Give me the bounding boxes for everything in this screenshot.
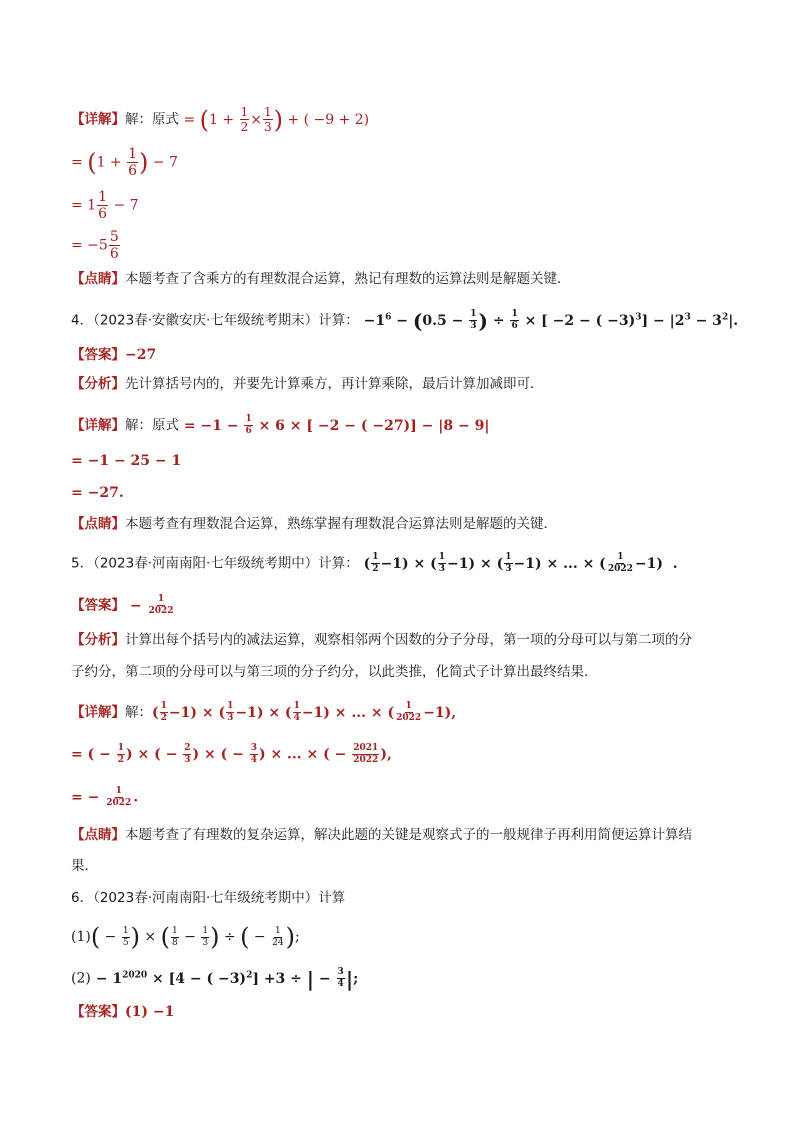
q5-note-1: 【点睛】本题考查了有理数的复杂运算，解决此题的关键是观察式子的一般规律子再利用简便运算计算结	[71, 827, 692, 843]
note-tag: 【点睛】	[71, 516, 125, 532]
q6-part-2: $(2) - 1^{2020} \times [4$ − ( −3)$^2$] +3 ÷ | − $\frac{3}{4}$ |;	[71, 966, 359, 991]
q5-analysis-2: 子约分，第二项的分母可以与第三项的分子约分，以此类推，化简式子计算出最终结果．	[71, 664, 598, 680]
answer-tag: 【答案】	[71, 1004, 125, 1020]
analysis-tag: 【分析】	[71, 632, 125, 648]
note-tag: 【点睛】	[71, 271, 125, 287]
q6-answer: 【答案】(1) −1	[71, 1004, 175, 1020]
detail-tag: 【详解】	[71, 704, 125, 721]
q3-detail-line	[71, 106, 369, 133]
q3-expr: = (1 + $\frac{1}{2}$ × $\frac{1}{3}$ ) + ( −9 + 2)	[179, 105, 370, 134]
detail-tag: 【详解】	[71, 417, 125, 434]
question-number: 5．	[71, 555, 94, 572]
q5-expr: ( $\frac{1}{2}$ −1) × ( $\frac{1}{3}$ −1) × ( $\frac{1}{3}$ −1) × ... × ( $\frac{1}{2022}$ −1) .	[358, 552, 678, 574]
q4-note: 【点睛】本题考查有理数混合运算，熟练掌握有理数混合运算法则是解题的关键．	[71, 516, 557, 532]
q4-expr-detail: = −1 − $\frac{1}{6}$ × 6 × [ −2 − ( −27)] − |8 − 9|	[179, 414, 490, 436]
q3-step-1: = (1 + $\frac{1}{6}$ ) − 7	[71, 146, 178, 179]
q5-detail-line: 【详解】解：( $\frac{1}{2}$ −1) × ( $\frac{1}{3}$ −1) × ( $\frac{1}{4}$ −1) × ... × ( $\frac{1}{2022}$ −1),	[71, 701, 457, 723]
question-source: （2023春·河南南阳·七年级统考期中）计算	[93, 890, 346, 906]
q4-analysis: 【分析】先计算括号内的，并要先计算乘方，再计算乘除，最后计算加减即可．	[71, 376, 544, 392]
question-number: 6．	[71, 890, 94, 906]
q3-step-3: = −5 $\frac{5}{6}$	[71, 229, 119, 262]
q5-analysis-1: 【分析】计算出每个括号内的减法运算，观察相邻两个因数的分子分母，第一项的分母可以与第二项的分	[71, 632, 692, 648]
q4-step-2: = −27.	[71, 485, 124, 501]
question-source: （2023春·安徽安庆·七年级统考期末）计算：	[93, 312, 359, 329]
q3-jie-label: 解：原式	[125, 111, 179, 128]
q4-step-1: = −1 − 25 − 1	[71, 453, 182, 469]
q5-step-1: = ( − $\frac{1}{2}$ ) × ( − $\frac{2}{3}$ ) × ( − $\frac{3}{4}$ ) × ... × ( − $\frac{2021}{2022}$ ),	[71, 743, 392, 765]
q5-answer	[71, 595, 176, 616]
q3-step-2: = 1 $\frac{1}{6}$ − 7	[71, 189, 139, 222]
analysis-tag: 【分析】	[71, 376, 125, 392]
q6-expr-2: − $1^{2020} \times [4$ − ( −3)$^2$] +3 ÷ | − $\frac{3}{4}$ |;	[90, 966, 359, 991]
q6-question	[71, 889, 345, 907]
q4-answer: 【答案】−27	[71, 347, 157, 363]
q4-expr: $-1^6 - (0.5$ − $\frac{1}{3}$ ) ÷ $\frac{1}{6}$ × [ −2 − ( $-3)^3] - |2^3 - 3^2|$.	[358, 308, 739, 333]
answer-tag: 【答案】	[71, 597, 125, 614]
detail-tag: 【详解】	[71, 111, 125, 128]
note-tag: 【点睛】	[71, 827, 125, 843]
q5-step-2: = − $\frac{1}{2022}$ .	[71, 786, 139, 808]
q5-answer-value: − $\frac{1}{2022}$	[125, 594, 174, 616]
q6-expr-1: ( − $\frac{1}{5}$ ) × ( $\frac{1}{8}$ − $\frac{1}{3}$ ) ÷ ( − $\frac{1}{24}$ );	[90, 923, 300, 951]
q5-question	[71, 553, 678, 574]
q3-note: 【点睛】本题考查了含乘方的有理数混合运算，熟记有理数的运算法则是解题关键．	[71, 271, 571, 287]
answer-tag: 【答案】	[71, 347, 125, 363]
q6-part-1: (1)( − $\frac{1}{5}$ ) × ( $\frac{1}{8}$ − $\frac{1}{3}$ ) ÷ ( − $\frac{1}{24}$ );	[71, 923, 300, 951]
q5-note-2: 果．	[71, 858, 98, 874]
q4-detail-line: 【详解】解：原式 = −1 − $\frac{1}{6}$ × 6 × [ −2 − ( −27)] − |8 − 9|	[71, 414, 490, 436]
q4-question	[71, 308, 738, 331]
question-number: 4．	[71, 312, 94, 329]
question-source: （2023春·河南南阳·七年级统考期中）计算：	[93, 555, 359, 572]
q5-expr-detail: ( $\frac{1}{2}$ −1) × ( $\frac{1}{3}$ −1) × ( $\frac{1}{4}$ −1) × ... × ( $\frac{1}{2022}$ −1),	[152, 701, 457, 723]
